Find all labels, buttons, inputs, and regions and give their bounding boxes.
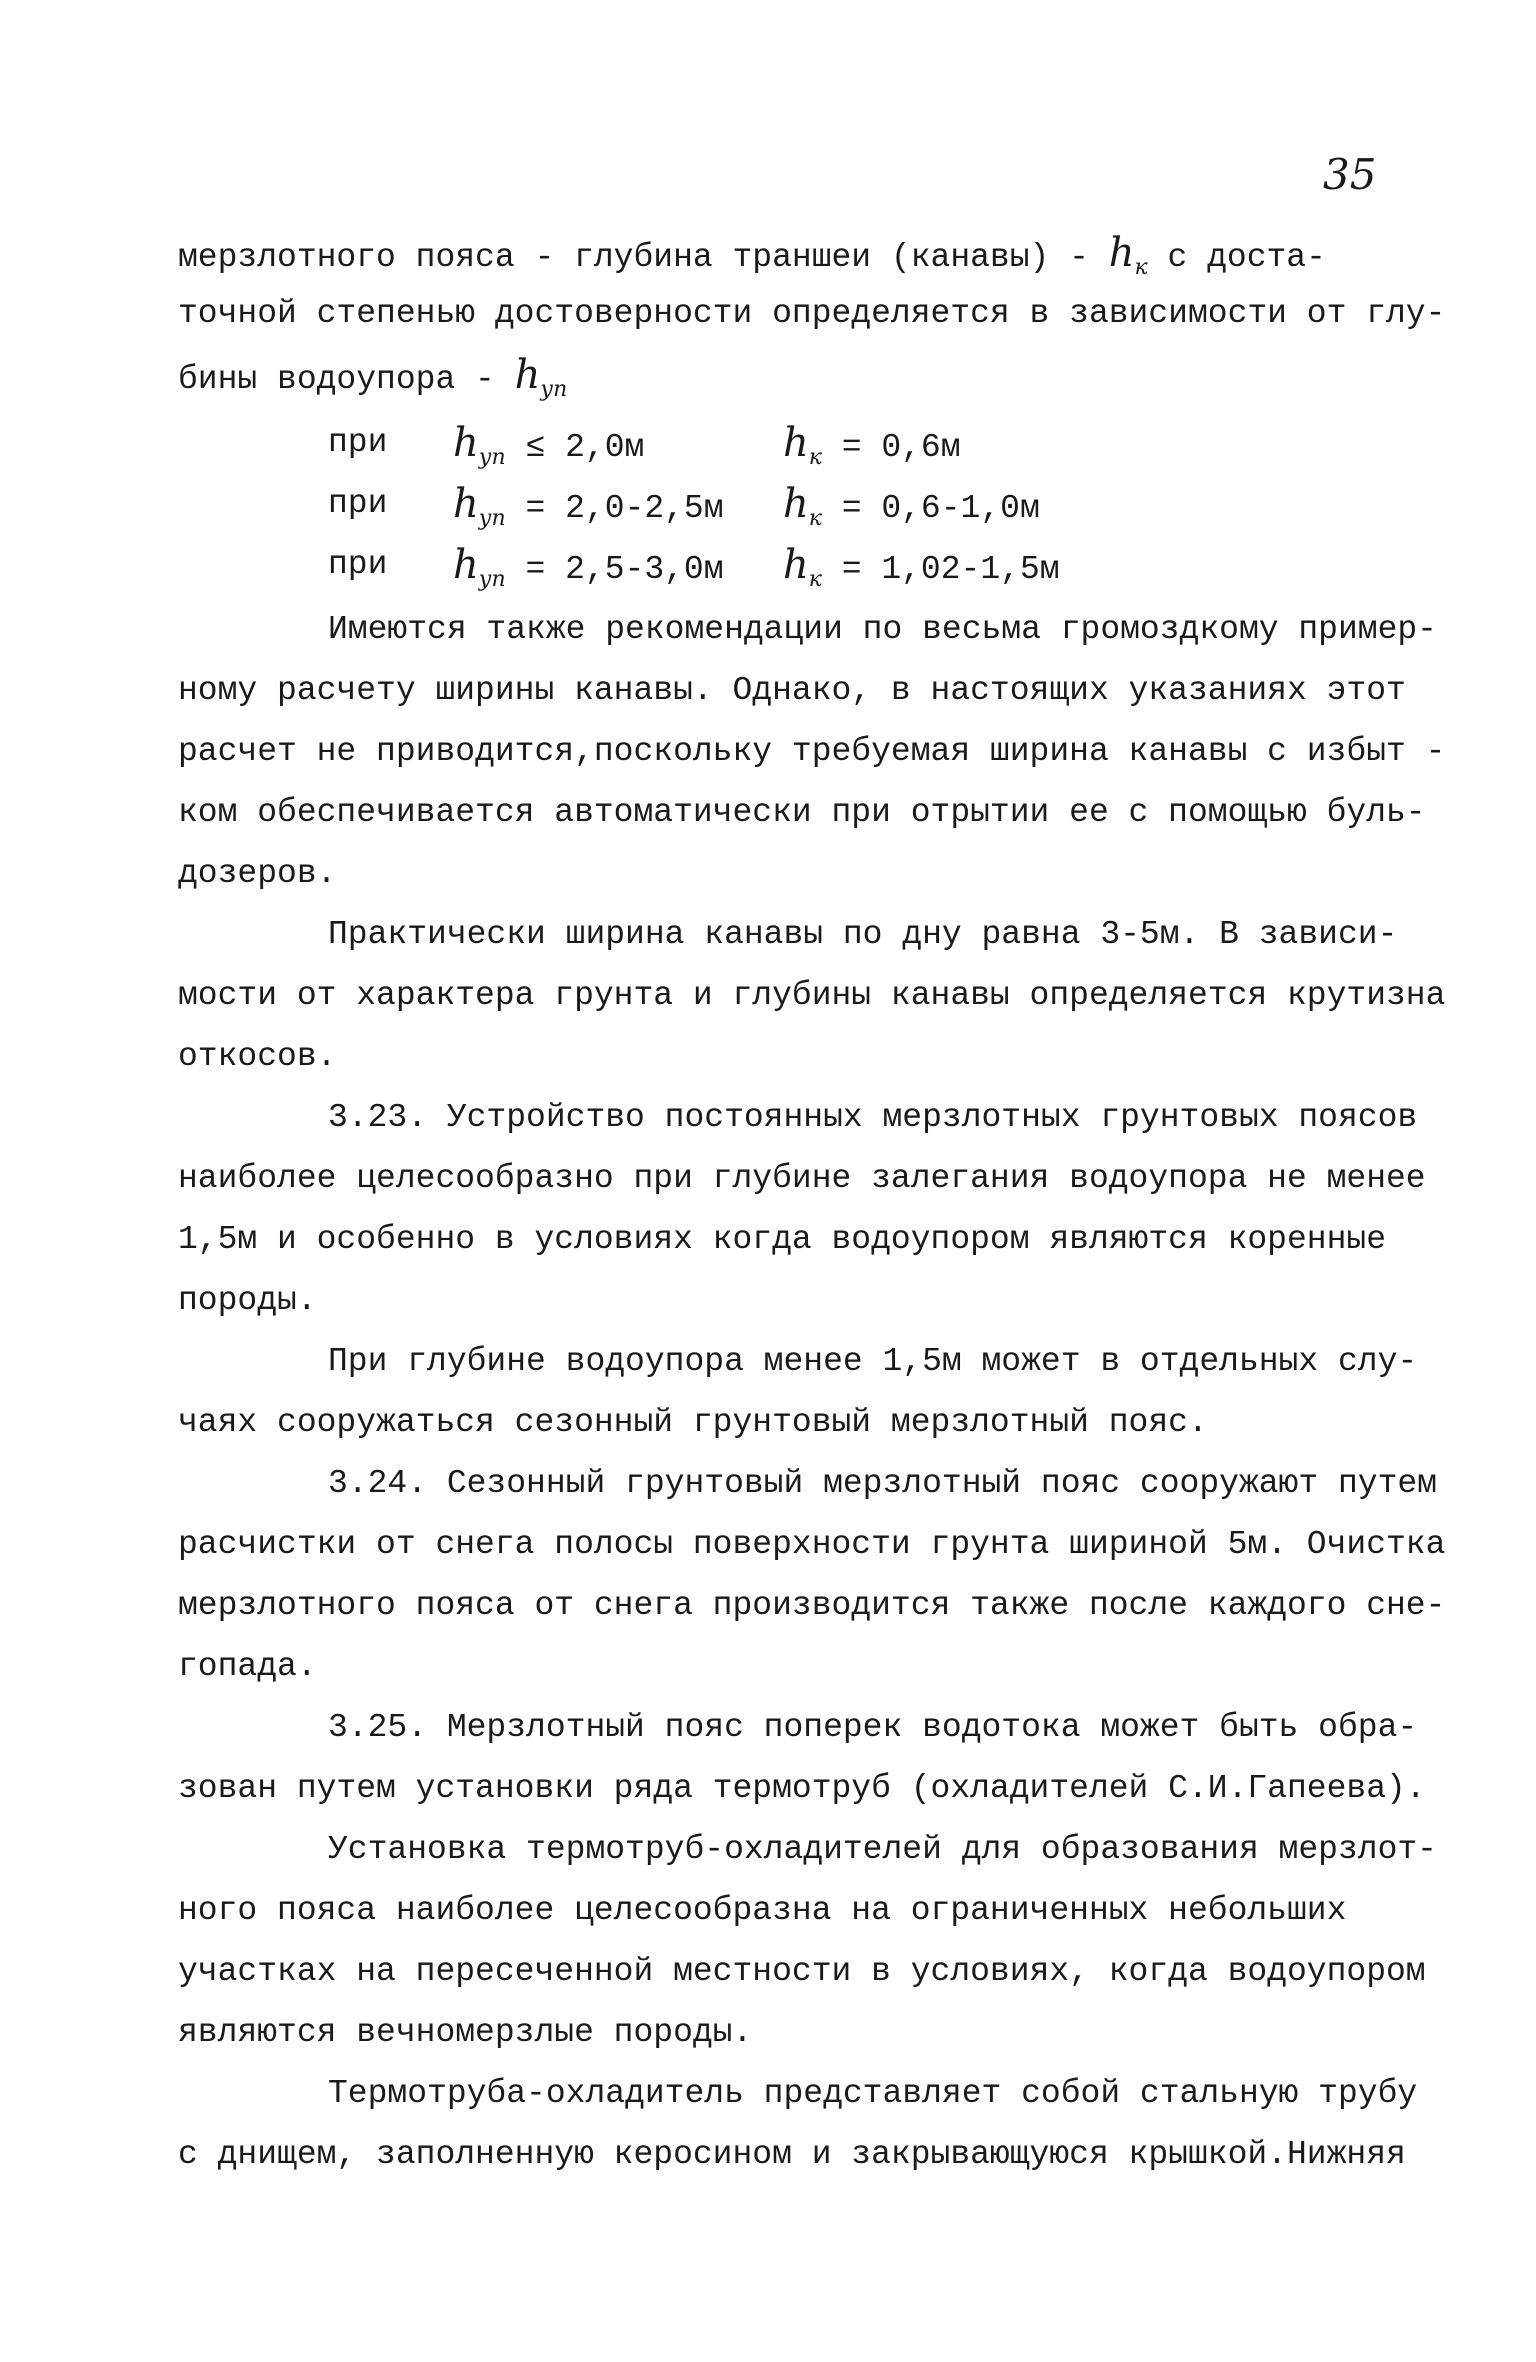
page-number: 35	[1323, 150, 1377, 199]
subscript: к	[808, 445, 822, 470]
text-line: точной степенью достоверности определяется в зависимости от глу-	[178, 295, 1446, 332]
formula-value: ≤ 2,0м	[505, 429, 645, 466]
text-line: ного пояса наиболее целесообразна на ограниченных небольших	[178, 1892, 1347, 1929]
text-line: породы.	[178, 1282, 317, 1319]
text-line: 3.25. Мерзлотный пояс поперек водотока может быть обра-	[328, 1709, 1418, 1746]
text-line: Термотруба-охладитель представляет собой стальную трубу	[328, 2075, 1418, 2112]
subscript: к	[1134, 255, 1148, 280]
text-segment: бины водоупора -	[178, 361, 515, 398]
text-line: участках на пересеченной местности в условиях, когда водоупором	[178, 1953, 1426, 1990]
text-segment: мерзлотного пояса - глубина траншеи (канавы) -	[178, 239, 1109, 276]
text-line: Установка термотруб-охладителей для образования мерзлот-	[328, 1831, 1437, 1868]
formula-condition-word: при	[328, 485, 388, 522]
text-line: дозеров.	[178, 855, 337, 892]
text-line: являются вечномерзлые породы.	[178, 2014, 753, 2051]
symbol-h: h	[783, 420, 809, 466]
symbol-h: h	[783, 481, 809, 527]
symbol-h: h	[514, 352, 541, 398]
text-line: 3.24. Сезонный грунтовый мерзлотный пояс сооружают путем	[328, 1465, 1437, 1502]
text-line: мости от характера грунта и глубины канавы определяется крутизна	[178, 977, 1446, 1014]
symbol-h: h	[1108, 230, 1135, 276]
text-line: ному расчету ширины канавы. Однако, в настоящих указаниях этот	[178, 672, 1406, 709]
text-line: наиболее целесообразно при глубине залегания водоупора не менее	[178, 1160, 1426, 1197]
formula-value: = 1,02-1,5м	[821, 551, 1060, 588]
formula-depth	[453, 542, 724, 600]
subscript: уп	[478, 567, 506, 592]
subscript: к	[808, 567, 822, 592]
text-segment: с доста-	[1147, 239, 1326, 276]
formula-result	[783, 481, 1040, 539]
text-line: расчистки от снега полосы поверхности грунта шириной 5м. Очистка	[178, 1526, 1446, 1563]
text-line: откосов.	[178, 1038, 337, 1075]
text-line: гопада.	[178, 1648, 317, 1685]
text-line	[178, 230, 1326, 288]
formula-value: = 0,6-1,0м	[821, 490, 1040, 527]
subscript: уп	[540, 377, 568, 402]
text-line: При глубине водоупора менее 1,5м может в отдельных слу-	[328, 1343, 1418, 1380]
subscript: уп	[478, 506, 506, 531]
formula-result	[783, 542, 1060, 600]
text-line: чаях сооружаться сезонный грунтовый мерзлотный пояс.	[178, 1404, 1208, 1441]
formula-value: = 2,0-2,5м	[505, 490, 724, 527]
formula-depth	[453, 420, 645, 478]
formula-condition-word: при	[328, 546, 388, 583]
formula-condition-word: при	[328, 424, 388, 461]
text-line: 3.23. Устройство постоянных мерзлотных грунтовых поясов	[328, 1099, 1418, 1136]
subscript: уп	[478, 445, 506, 470]
formula-value: = 0,6м	[821, 429, 961, 466]
text-line: Имеются также рекомендации по весьма громоздкому пример-	[328, 611, 1437, 648]
symbol-h: h	[783, 542, 809, 588]
text-line: 1,5м и особенно в условиях когда водоупором являются коренные	[178, 1221, 1386, 1258]
text-line: ком обеспечивается автоматически при отрытии ее с помощью буль-	[178, 794, 1426, 831]
formula-value: = 2,5-3,0м	[505, 551, 724, 588]
formula-depth	[453, 481, 724, 539]
text-line: расчет не приводится,поскольку требуемая ширина канавы с избыт -	[178, 733, 1446, 770]
symbol-h: h	[453, 420, 479, 466]
text-line: зован путем установки ряда термотруб (охладителей С.И.Гапеева).	[178, 1770, 1426, 1807]
text-line: Практически ширина канавы по дну равна 3-5м. В зависи-	[328, 916, 1398, 953]
subscript: к	[808, 506, 822, 531]
symbol-h: h	[453, 481, 479, 527]
formula-result	[783, 420, 961, 478]
symbol-h: h	[453, 542, 479, 588]
text-line: с днищем, заполненную керосином и закрывающуюся крышкой.Нижняя	[178, 2136, 1406, 2173]
text-line: мерзлотного пояса от снега производится также после каждого сне-	[178, 1587, 1446, 1624]
text-line	[178, 352, 568, 410]
